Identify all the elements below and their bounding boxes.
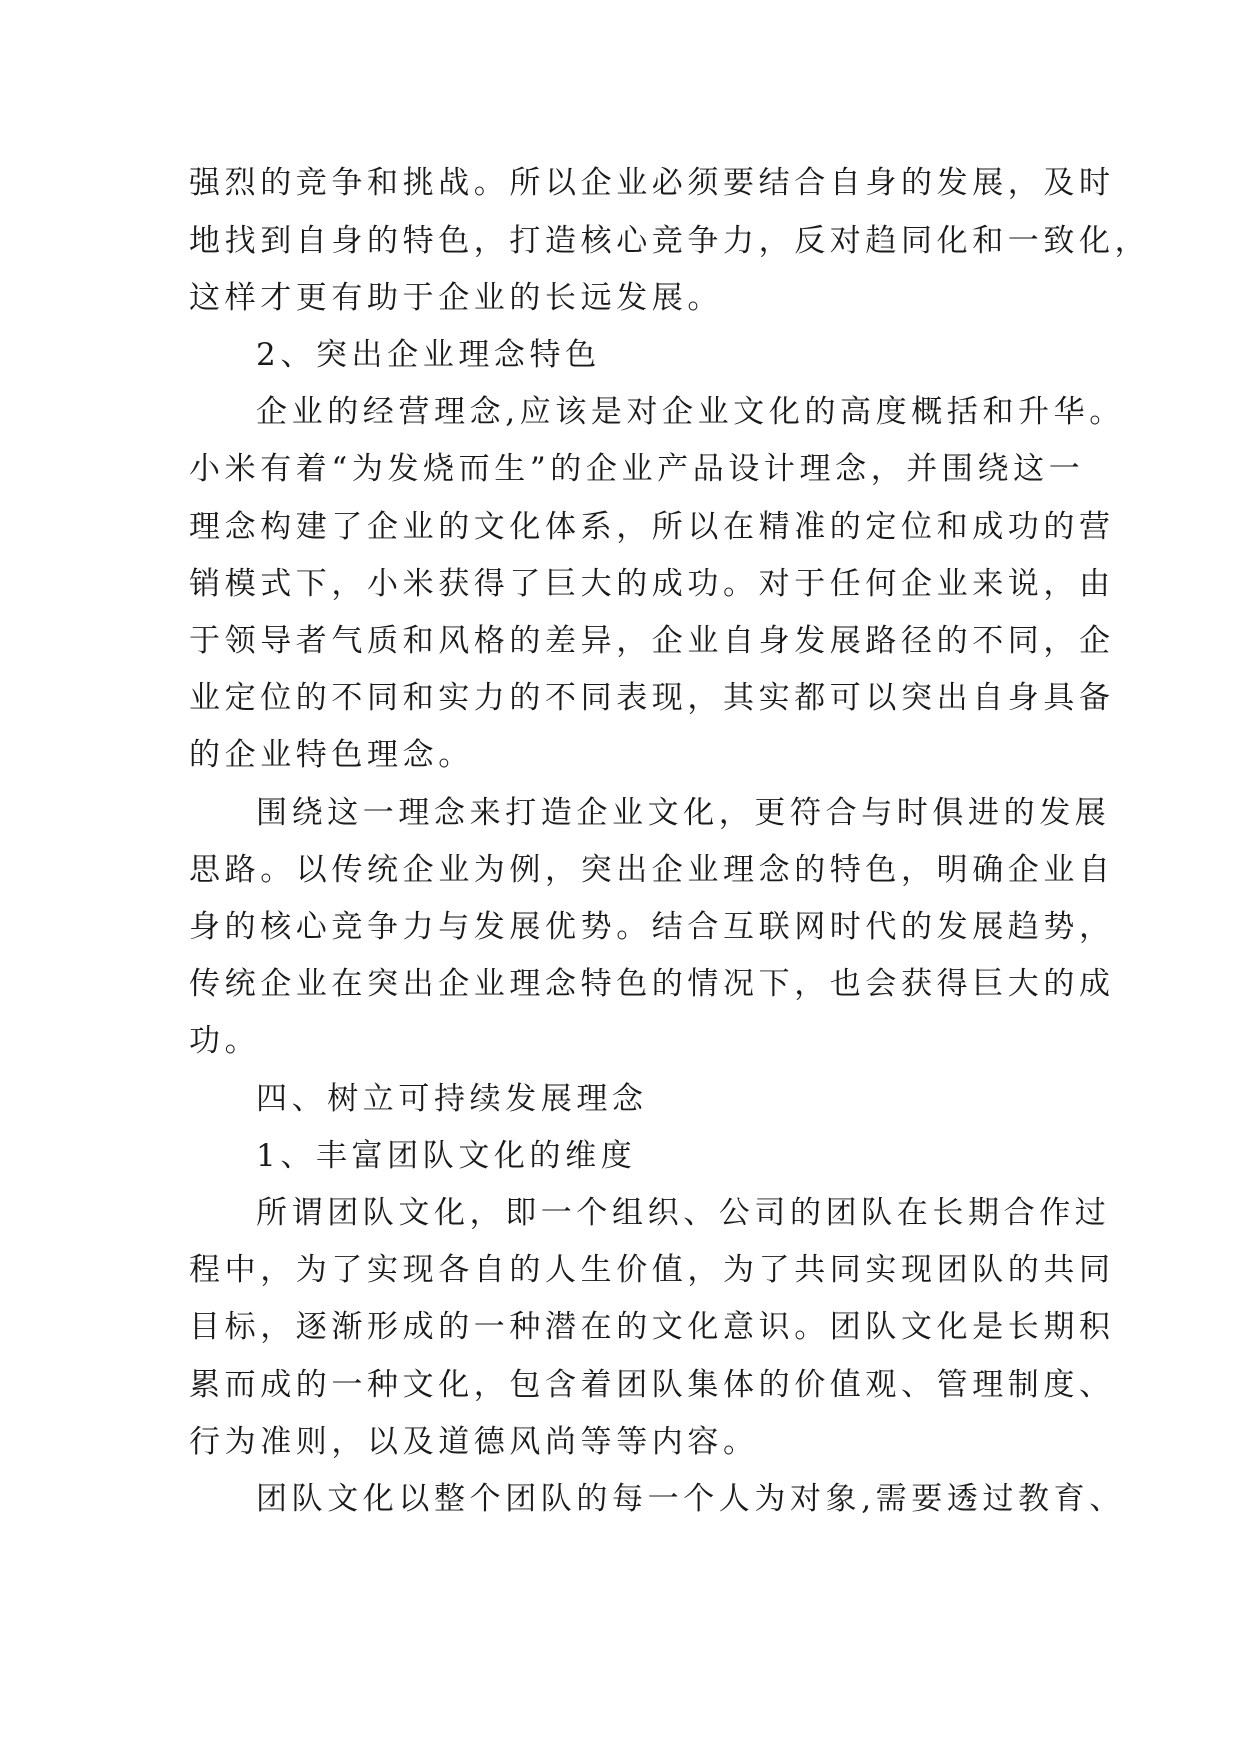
section-heading: 1、丰富团队文化的维度: [256, 1138, 637, 1174]
paragraph-line: 目标，逐渐形成的一种潜在的文化意识。团队文化是长期积: [189, 1309, 1115, 1345]
paragraph-line: 思路。以传统企业为例，突出企业理念的特色，明确企业自: [189, 852, 1115, 888]
paragraph-line: 行为准则，以及道德风尚等等内容。: [189, 1424, 759, 1460]
paragraph-line: 业定位的不同和实力的不同表现，其实都可以突出自身具备: [189, 680, 1115, 716]
paragraph-line: 地找到自身的特色，打造核心竞争力，反对趋同化和一致化，: [189, 223, 1151, 259]
paragraph-line: 的企业特色理念。: [189, 737, 474, 773]
paragraph-line: 理念构建了企业的文化体系，所以在精准的定位和成功的营: [189, 509, 1115, 545]
paragraph-line: 身的核心竞争力与发展优势。结合互联网时代的发展趋势，: [189, 909, 1115, 945]
paragraph-line: 围绕这一理念来打造企业文化，更符合与时俱进的发展: [256, 795, 1111, 831]
paragraph-line: 累而成的一种文化，包含着团队集体的价值观、管理制度、: [189, 1367, 1115, 1403]
section-heading: 2、突出企业理念特色: [256, 337, 601, 373]
paragraph-line: 小米有着“为发烧而生”的企业产品设计理念，并围绕这一: [189, 451, 1085, 487]
paragraph-line: 团队文化以整个团队的每一个人为对象,需要透过教育、: [256, 1481, 1125, 1517]
paragraph-line: 所谓团队文化，即一个组织、公司的团队在长期合作过: [256, 1195, 1111, 1231]
paragraph-line: 程中，为了实现各自的人生价值，为了共同实现团队的共同: [189, 1252, 1115, 1288]
paragraph-line: 功。: [189, 1023, 261, 1059]
paragraph-line: 企业的经营理念,应该是对企业文化的高度概括和升华。: [256, 394, 1125, 430]
paragraph-line: 传统企业在突出企业理念特色的情况下，也会获得巨大的成: [189, 966, 1115, 1002]
paragraph-line: 销模式下，小米获得了巨大的成功。对于任何企业来说，由: [189, 566, 1115, 602]
paragraph-line: 这样才更有助于企业的长远发展。: [189, 280, 723, 316]
paragraph-line: 于领导者气质和风格的差异，企业自身发展路径的不同，企: [189, 623, 1115, 659]
paragraph-line: 强烈的竞争和挑战。所以企业必须要结合自身的发展，及时: [189, 165, 1115, 201]
section-heading: 四、树立可持续发展理念: [256, 1081, 648, 1117]
